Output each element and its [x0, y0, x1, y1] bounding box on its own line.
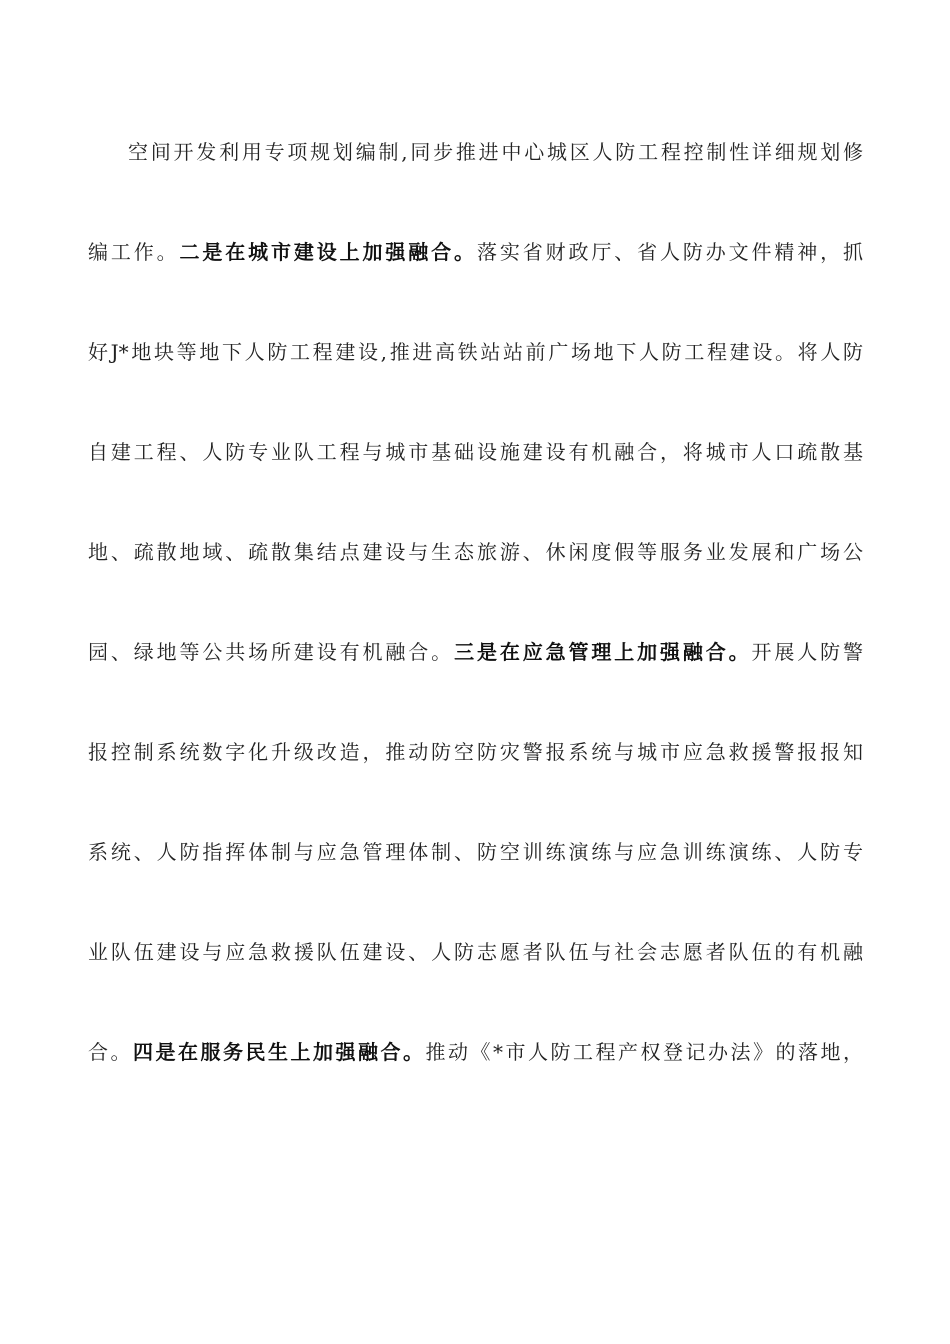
text-line	[88, 328, 863, 376]
body-text	[88, 128, 863, 1128]
text-run: 空间开发利用专项规划编制,同步推进中心城区人防工程控制性详细规划修	[128, 140, 863, 164]
text-run: 系统、人防指挥体制与应急管理体制、防空训练演练与应急训练演练、人防专	[88, 840, 863, 864]
text-line	[88, 828, 863, 876]
text-run: 园、绿地等公共场所建设有机融合。	[88, 640, 455, 664]
text-run: 地、疏散地域、疏散集结点建设与生态旅游、休闲度假等服务业发展和广场公	[88, 540, 863, 564]
text-line	[88, 628, 863, 676]
text-line	[88, 228, 863, 276]
section-heading-three: 三是在应急管理上加强融合。	[454, 640, 752, 664]
text-run: 编工作。	[88, 240, 180, 264]
text-run: 合。	[88, 1040, 133, 1064]
text-run: 业队伍建设与应急救援队伍建设、人防志愿者队伍与社会志愿者队伍的有机融	[88, 940, 863, 964]
text-run: 开展人防警	[751, 640, 864, 664]
text-run: 好J*地块等地下人防工程建设,推进高铁站站前广场地下人防工程建设。将人防	[88, 340, 863, 364]
text-run: 推动《*市人防工程产权登记办法》的落地，	[425, 1040, 863, 1064]
text-line	[88, 528, 863, 576]
section-heading-two: 二是在城市建设上加强融合。	[179, 240, 477, 264]
text-line	[88, 128, 863, 176]
text-line	[88, 928, 863, 976]
text-line	[88, 428, 863, 476]
text-line	[88, 1028, 863, 1076]
text-run: 自建工程、人防专业队工程与城市基础设施建设有机融合，将城市人口疏散基	[88, 440, 863, 464]
section-heading-four: 四是在服务民生上加强融合。	[133, 1040, 426, 1064]
text-line	[88, 728, 863, 776]
text-run: 报控制系统数字化升级改造，推动防空防灾警报系统与城市应急救援警报报知	[88, 740, 863, 764]
text-run: 落实省财政厅、省人防办文件精神，抓	[476, 240, 864, 264]
